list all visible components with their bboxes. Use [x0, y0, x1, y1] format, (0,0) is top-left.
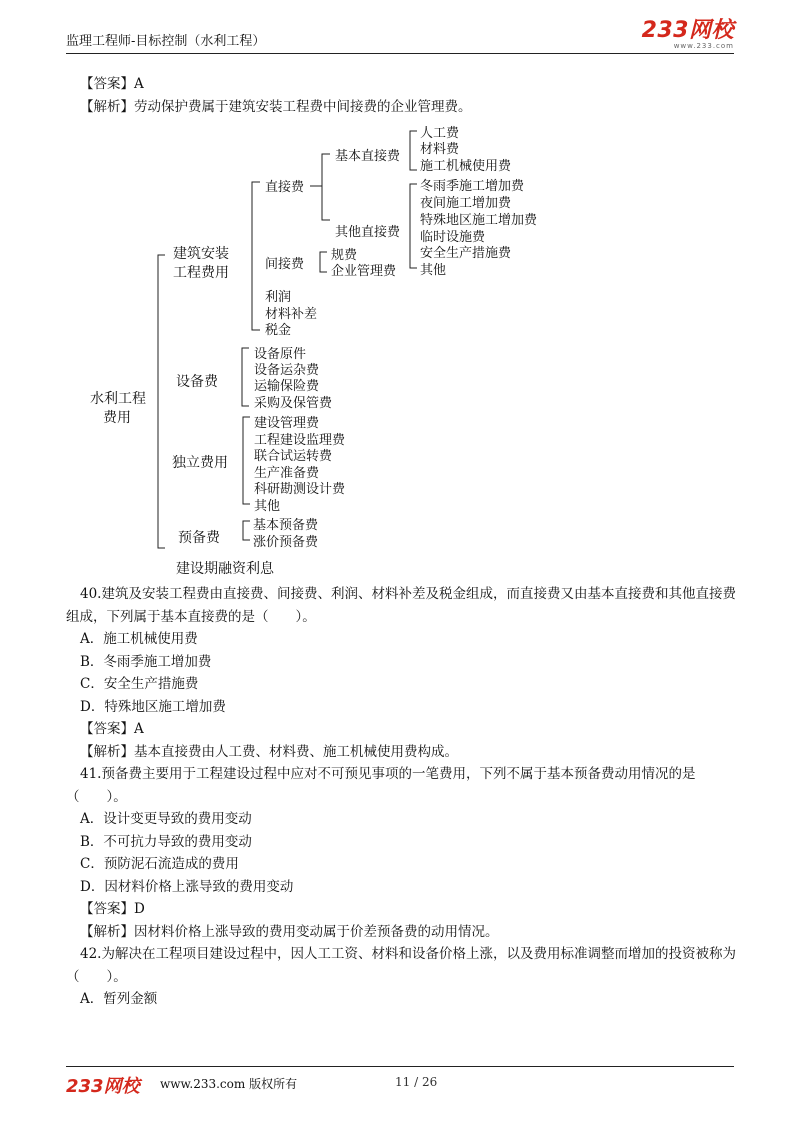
q41-stem: 41.预备费主要用于工程建设过程中应对不可预见事项的一笔费用，下列不属于基本预备费动用情况的是（ ）。 — [66, 766, 696, 805]
q40-option-d: D．特殊地区施工增加费 — [80, 698, 226, 715]
tree-sbf-item-0: 设备原件 — [254, 347, 307, 362]
tree-other-item-0: 利润 — [265, 290, 292, 305]
q41-answer: 【答案】D — [80, 901, 145, 917]
tree-sbf-item-2: 运输保险费 — [254, 379, 320, 394]
header-divider — [66, 53, 734, 54]
brand-logo — [642, 20, 734, 50]
tree-jbzjf-item-2: 施工机械使用费 — [420, 159, 512, 174]
tree-qtzjf-item-1: 夜间施工增加费 — [420, 196, 512, 211]
tree-jjf-item-0: 规费 — [331, 248, 358, 263]
tree-dlf-item-0: 建设管理费 — [254, 416, 320, 431]
footer-site: www.233.com 版权所有 — [160, 1077, 298, 1091]
tree-dlf-item-5: 其他 — [254, 499, 281, 514]
questions-block — [66, 583, 736, 1011]
q40-analysis: 【解析】基本直接费由人工费、材料费、施工机械使用费构成。 — [80, 743, 458, 760]
tree-qtzjf: 其他直接费 — [335, 225, 401, 240]
page-number: 11 / 26 — [395, 1075, 438, 1089]
tree-qtzjf-item-4: 安全生产措施费 — [420, 246, 512, 261]
tree-jzaz-line2: 工程费用 — [173, 265, 229, 281]
tree-root-line1: 水利工程 — [90, 391, 146, 407]
q42-option-a: A．暂列金额 — [80, 991, 158, 1007]
tree-dlf-item-3: 生产准备费 — [254, 466, 320, 481]
tree-sbf: 设备费 — [176, 374, 218, 390]
tree-qtzjf-item-5: 其他 — [420, 263, 447, 278]
footer-divider — [66, 1066, 734, 1067]
tree-sbf-item-3: 采购及保管费 — [254, 396, 333, 411]
q41-option-b: B．不可抗力导致的费用变动 — [80, 833, 252, 850]
q42-stem: 42.为解决在工程项目建设过程中，因人工工资、材料和设备价格上涨，以及费用标准调整而增加的投资被称为（ ）。 — [66, 946, 736, 985]
tree-jjf-item-1: 企业管理费 — [331, 264, 397, 279]
tree-dlf-item-2: 联合试运转费 — [254, 449, 333, 464]
logo-url: www.233.com — [673, 42, 734, 50]
tree-other-item-1: 材料补差 — [265, 307, 318, 322]
q41-analysis: 【解析】因材料价格上涨导致的费用变动属于价差预备费的动用情况。 — [80, 923, 499, 940]
q40-answer: 【答案】A — [80, 721, 144, 737]
tree-dlf-item-1: 工程建设监理费 — [254, 433, 346, 448]
header-title: 监理工程师-目标控制（水利工程） — [66, 34, 266, 49]
q41-option-a: A．设计变更导致的费用变动 — [80, 811, 252, 827]
q41-option-c: C．预防泥石流造成的费用 — [80, 856, 239, 872]
q40-option-a: A．施工机械使用费 — [80, 631, 198, 647]
tree-zjf: 直接费 — [265, 180, 305, 195]
tree-dlf-item-4: 科研勘测设计费 — [254, 482, 346, 497]
tree-jbzjf: 基本直接费 — [335, 149, 401, 164]
tree-qtzjf-item-0: 冬雨季施工增加费 — [420, 179, 525, 194]
tree-dlf: 独立费用 — [172, 455, 228, 471]
tree-qtzjf-item-2: 特殊地区施工增加费 — [420, 213, 538, 228]
tree-other-item-2: 税金 — [265, 323, 292, 338]
tree-qtzjf-item-3: 临时设施费 — [420, 230, 486, 245]
tree-jsq: 建设期融资利息 — [176, 561, 274, 577]
tree-jjf: 间接费 — [265, 257, 305, 272]
tree-sbf-item-1: 设备运杂费 — [254, 363, 320, 378]
tree-ybf: 预备费 — [178, 530, 220, 546]
tree-ybf-item-0: 基本预备费 — [253, 518, 319, 533]
footer-logo: 233网校 — [66, 1076, 140, 1097]
cost-structure-tree — [0, 120, 800, 580]
answer-line: 【答案】A — [80, 76, 144, 92]
tree-ybf-item-1: 涨价预备费 — [253, 535, 319, 550]
tree-jzaz-line1: 建筑安装 — [173, 246, 229, 262]
tree-jbzjf-item-0: 人工费 — [420, 126, 460, 141]
tree-root-line2: 费用 — [103, 410, 131, 426]
analysis-line: 【解析】劳动保护费属于建筑安装工程费中间接费的企业管理费。 — [80, 98, 472, 115]
q40-stem: 40.建筑及安装工程费由直接费、间接费、利润、材料补差及税金组成，而直接费又由基本直接费和其他直接费组成，下列属于基本直接费的是（ ）。 — [66, 586, 736, 625]
q41-option-d: D．因材料价格上涨导致的费用变动 — [80, 878, 294, 895]
top-answer-block — [66, 73, 736, 118]
q40-option-c: C．安全生产措施费 — [80, 676, 199, 692]
q40-option-b: B．冬雨季施工增加费 — [80, 653, 212, 670]
tree-jbzjf-item-1: 材料费 — [420, 142, 460, 157]
logo-text: 233网校 — [641, 18, 734, 43]
